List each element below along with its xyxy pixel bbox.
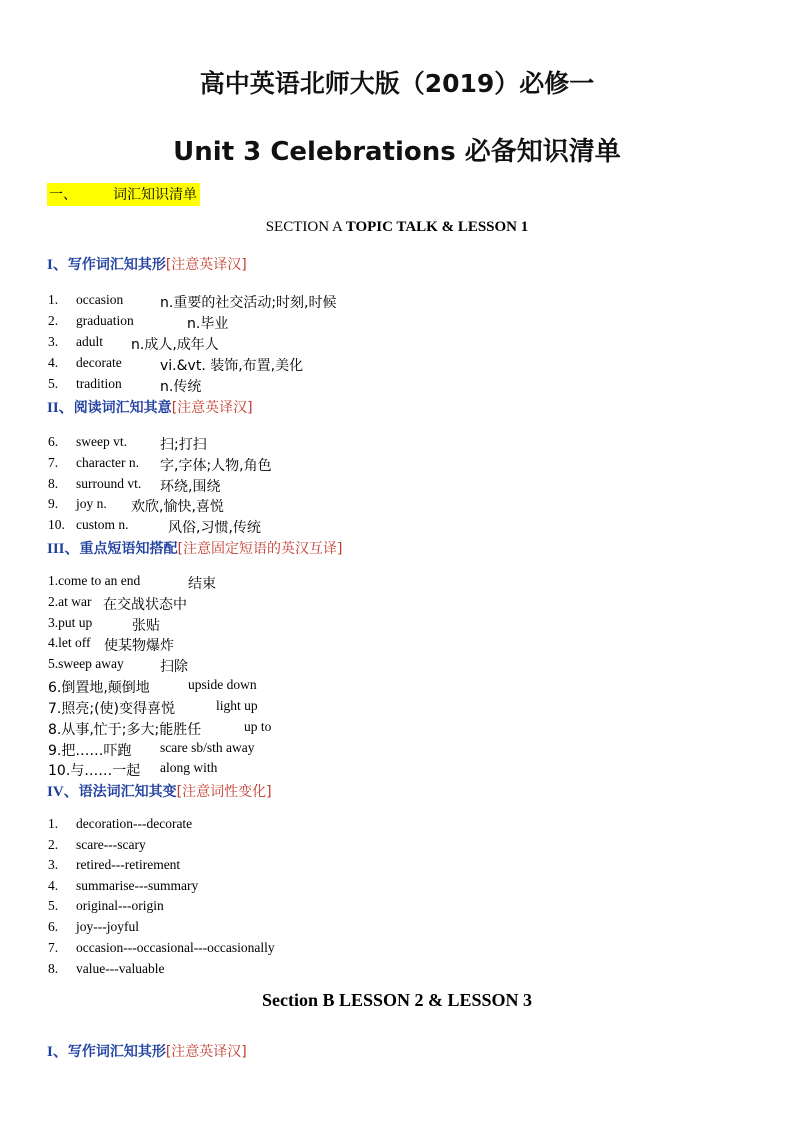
item-number: 4.: [48, 878, 59, 893]
phrase-part-b: along with: [160, 760, 218, 775]
item-number: 6.: [48, 434, 59, 449]
category-roman: IV、: [47, 784, 79, 800]
phrase-part-b: 结束: [188, 576, 216, 592]
item-english: custom n.: [76, 517, 129, 532]
item-number: 6.: [48, 919, 59, 934]
phrase-part-a: 4.let off: [48, 635, 91, 650]
item-number: 7.: [48, 940, 59, 955]
phrase-part-a: 2.at war: [48, 594, 92, 609]
list-item: [48, 656, 188, 675]
category-note: [注意英译汉]: [171, 400, 253, 416]
item-number: 9.: [48, 496, 59, 511]
item-number: 8.: [48, 961, 59, 976]
list-item: [48, 760, 218, 780]
category-roman: II、: [47, 400, 74, 416]
item-number: 5.: [48, 898, 59, 913]
item-number: 2.: [48, 837, 59, 852]
item-english: surround vt.: [76, 476, 142, 491]
list-item: [48, 677, 257, 697]
category-note: [注意英译汉]: [165, 1044, 247, 1060]
phrase-part-a: 1.come to an end: [48, 573, 141, 588]
list-item: [48, 740, 255, 760]
phrase-part-b: upside down: [188, 677, 257, 692]
item-chinese: 欢欣,愉快,喜悦: [131, 499, 224, 515]
item-number: 2.: [48, 313, 59, 328]
item-number: 7.: [48, 455, 59, 470]
section-a-plain: SECTION A: [265, 219, 346, 235]
list-item: [48, 719, 272, 739]
phrase-part-b: 在交战状态中: [103, 597, 187, 613]
item-chinese: n.传统: [160, 379, 202, 395]
phrase-part-b: 扫除: [160, 659, 188, 675]
category-roman: I、: [47, 1044, 68, 1060]
item-chinese: 扫;打扫: [160, 437, 207, 453]
item-text: occasion---occasional---occasionally: [76, 940, 275, 955]
item-chinese: 风俗,习惯,传统: [168, 520, 261, 536]
item-english: occasion: [76, 292, 124, 307]
item-english: graduation: [76, 313, 134, 328]
category-label: 重点短语知搭配: [79, 541, 178, 557]
item-text: joy---joyful: [76, 919, 139, 934]
document-subtitle: Unit 3 Celebrations 必备知识清单: [173, 137, 621, 167]
phrase-part-b: light up: [216, 698, 258, 713]
document-title: 高中英语北师大版（2019）必修一: [199, 69, 595, 98]
item-chinese: n.毕业: [187, 316, 229, 332]
phrase-part-b: up to: [244, 719, 272, 734]
item-text: original---origin: [76, 898, 164, 913]
category-roman: I、: [47, 257, 68, 273]
category-label: 写作词汇知其形: [67, 1044, 166, 1060]
item-text: value---valuable: [76, 961, 165, 976]
phrase-part-a: 5.sweep away: [48, 656, 124, 671]
phrase-part-b: scare sb/sth away: [160, 740, 255, 755]
phrase-part-a: 9.把……吓跑: [48, 743, 132, 759]
item-chinese: 环绕,围绕: [160, 479, 221, 495]
vocab-heading-num: 一、: [49, 187, 77, 203]
phrase-part-b: 使某物爆炸: [104, 638, 174, 654]
phrase-part-a: 7.照亮;(使)变得喜悦: [48, 701, 175, 717]
item-english: joy n.: [76, 496, 107, 511]
category-grammar-vocab: [47, 780, 272, 801]
item-text: scare---scary: [76, 837, 146, 852]
category-phrases: [47, 537, 342, 558]
section-b-heading: Section B LESSON 2 & LESSON 3: [261, 990, 533, 1010]
item-number: 1.: [48, 292, 59, 307]
category-label: 阅读词汇知其意: [73, 400, 172, 416]
category-note: [注意固定短语的英汉互译]: [177, 541, 343, 557]
category-note: [注意英译汉]: [165, 257, 247, 273]
list-item: [48, 573, 216, 592]
list-item: [48, 698, 258, 718]
category-note: [注意词性变化]: [176, 784, 272, 800]
item-number: 8.: [48, 476, 59, 491]
item-number: 10.: [48, 517, 65, 532]
item-number: 5.: [48, 376, 59, 391]
item-english: decorate: [76, 355, 122, 370]
item-number: 4.: [48, 355, 59, 370]
item-text: retired---retirement: [76, 857, 181, 872]
list-item: [48, 635, 174, 654]
phrase-part-b: 张贴: [132, 618, 160, 634]
section-a-bold: TOPIC TALK & LESSON 1: [345, 219, 529, 235]
list-item: [48, 615, 160, 634]
category-roman: III、: [47, 541, 80, 557]
list-item: [48, 594, 187, 613]
item-text: summarise---summary: [76, 878, 199, 893]
phrase-part-a: 8.从事,忙于;多大;能胜任: [48, 722, 202, 738]
category-reading-vocab: [47, 396, 253, 417]
vocab-heading: [47, 183, 200, 206]
category-label: 语法词汇知其变: [78, 784, 177, 800]
item-text: decoration---decorate: [76, 816, 193, 831]
phrase-part-a: 3.put up: [48, 615, 93, 630]
item-chinese: n.重要的社交活动;时刻,时候: [160, 295, 337, 311]
category-label: 写作词汇知其形: [67, 257, 166, 273]
phrase-part-a: 6.倒置地,颠倒地: [48, 680, 150, 696]
item-number: 1.: [48, 816, 59, 831]
vocab-heading-text: 词汇知识清单: [113, 187, 197, 203]
item-chinese: n.成人,成年人: [131, 337, 219, 353]
item-english: adult: [76, 334, 103, 349]
section-a-heading: [0, 219, 794, 236]
item-number: 3.: [48, 334, 59, 349]
item-english: sweep vt.: [76, 434, 127, 449]
category-writing-vocab-b: [47, 1040, 247, 1061]
category-writing-vocab: [47, 253, 247, 274]
phrase-part-a: 10.与……一起: [48, 763, 141, 779]
item-english: character n.: [76, 455, 139, 470]
item-chinese: vi.&vt. 装饰,布置,美化: [160, 358, 304, 374]
item-number: 3.: [48, 857, 59, 872]
item-chinese: 字,字体;人物,角色: [160, 458, 272, 474]
item-english: tradition: [76, 376, 122, 391]
